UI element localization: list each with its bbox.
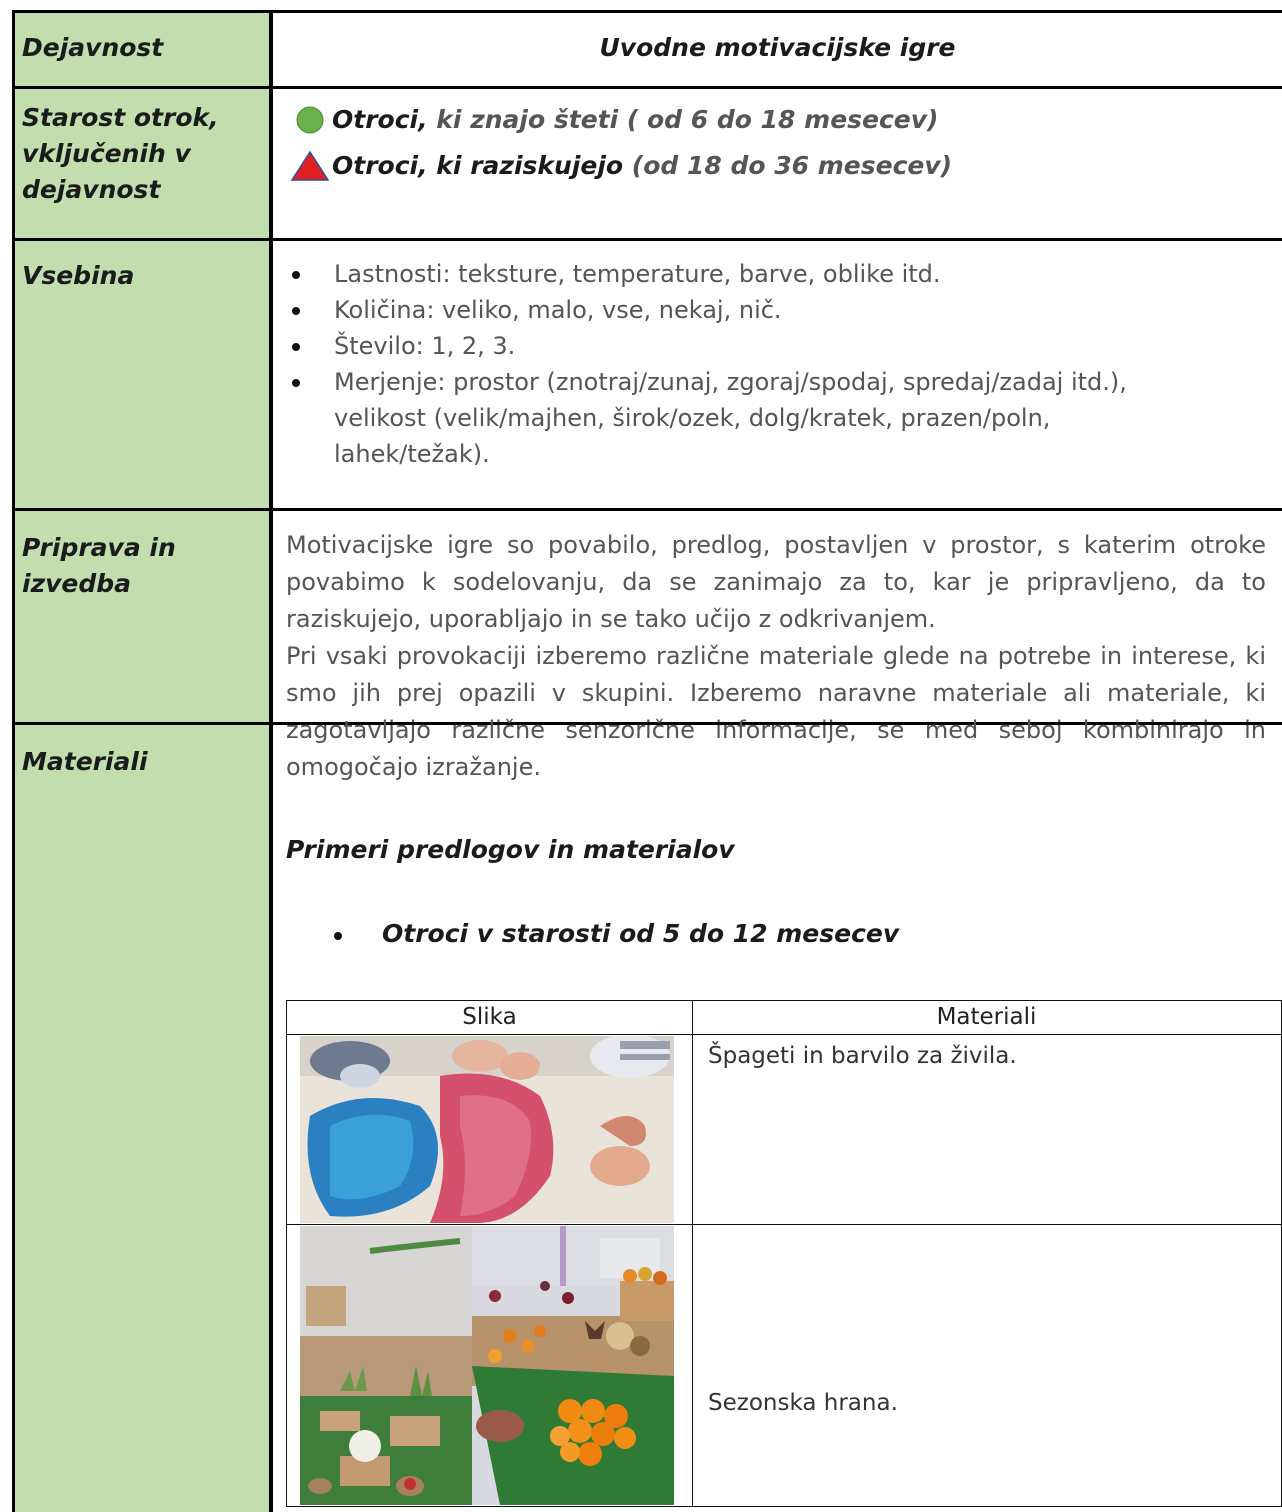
age-group-2-lead: Otroci, ki raziskujejo — [332, 151, 624, 180]
spaghetti-photo — [300, 1036, 674, 1223]
age-group-2-text: (od 18 do 36 mesecev) — [623, 151, 953, 180]
materials-heading: Primeri predlogov in materialov — [286, 835, 735, 864]
label-cell-materials — [14, 723, 270, 1512]
materials-table-divider-h1 — [286, 1034, 1281, 1035]
list-item: Število: 1, 2, 3. — [286, 328, 1246, 364]
materials-table-header-materials: Materiali — [936, 1004, 1037, 1030]
materials-table-divider-v — [692, 1000, 693, 1506]
preparation-paragraph-1: Motivacijske igre so povabilo, predlog, postavljen v prostor, s katerim otroke povabimo k sodelovanju, da se zanimajo za to, kar je pripravljeno, da to raziskujejo, uporabljajo in se tako učijo z odkrivanjem. — [286, 531, 1266, 633]
list-item: Merjenje: prostor (znotraj/zunaj, zgoraj/spodaj, spredaj/zadaj itd.), velikost (velik/majhen, širok/ozek, dolg/kratek, prazen/poln, lahek/težak). — [286, 364, 1246, 472]
list-item: Količina: veliko, malo, vse, nekaj, nič. — [286, 292, 1246, 328]
row-divider-3 — [12, 508, 1282, 511]
age-group-1 — [296, 102, 1276, 138]
list-item: Lastnosti: teksture, temperature, barve, oblike itd. — [286, 256, 1246, 292]
row-divider-2 — [12, 238, 1282, 241]
age-group-2 — [290, 148, 1270, 184]
age-group-1-lead: Otroci, — [332, 105, 428, 134]
seasonal-food-photo — [300, 1226, 674, 1505]
age-group-1-text: ki znajo šteti ( od 6 do 18 mesecev) — [427, 105, 939, 134]
materials-label: Materiali — [22, 747, 148, 776]
materials-row-2-text: Sezonska hrana. — [708, 1390, 898, 1416]
content-label: Vsebina — [22, 261, 135, 290]
red-triangle-icon — [290, 150, 330, 182]
age-list-item-label: Otroci v starosti od 5 do 12 mesecev — [382, 919, 900, 948]
activity-title: Uvodne motivacijske igre — [599, 33, 956, 62]
table-border-top — [12, 10, 1282, 13]
materials-table-header-image: Slika — [462, 1004, 517, 1030]
table-border-left — [12, 10, 15, 1512]
materials-row-1-text: Špageti in barvilo za živila. — [708, 1043, 1017, 1069]
table-border-mid — [269, 10, 273, 1512]
materials-table-divider-h2 — [286, 1224, 1281, 1225]
activity-label: Dejavnost — [22, 33, 164, 62]
age-label: Starost otrok, vključenih v dejavnost — [22, 103, 219, 204]
green-circle-icon — [296, 106, 324, 134]
row-divider-1 — [12, 86, 1282, 89]
preparation-label: Priprava in izvedba — [22, 533, 176, 598]
content-list — [286, 256, 1246, 472]
preparation-paragraph-2: Pri vsaki provokaciji izberemo različne materiale glede na potrebe in interese, ki smo jih prej opazili v skupini. Izberemo naravne materiale ali materiale, ki zagotavljajo različne senzorične informacije, se med seboj kombinirajo in omogočajo izražanje. — [286, 642, 1266, 781]
